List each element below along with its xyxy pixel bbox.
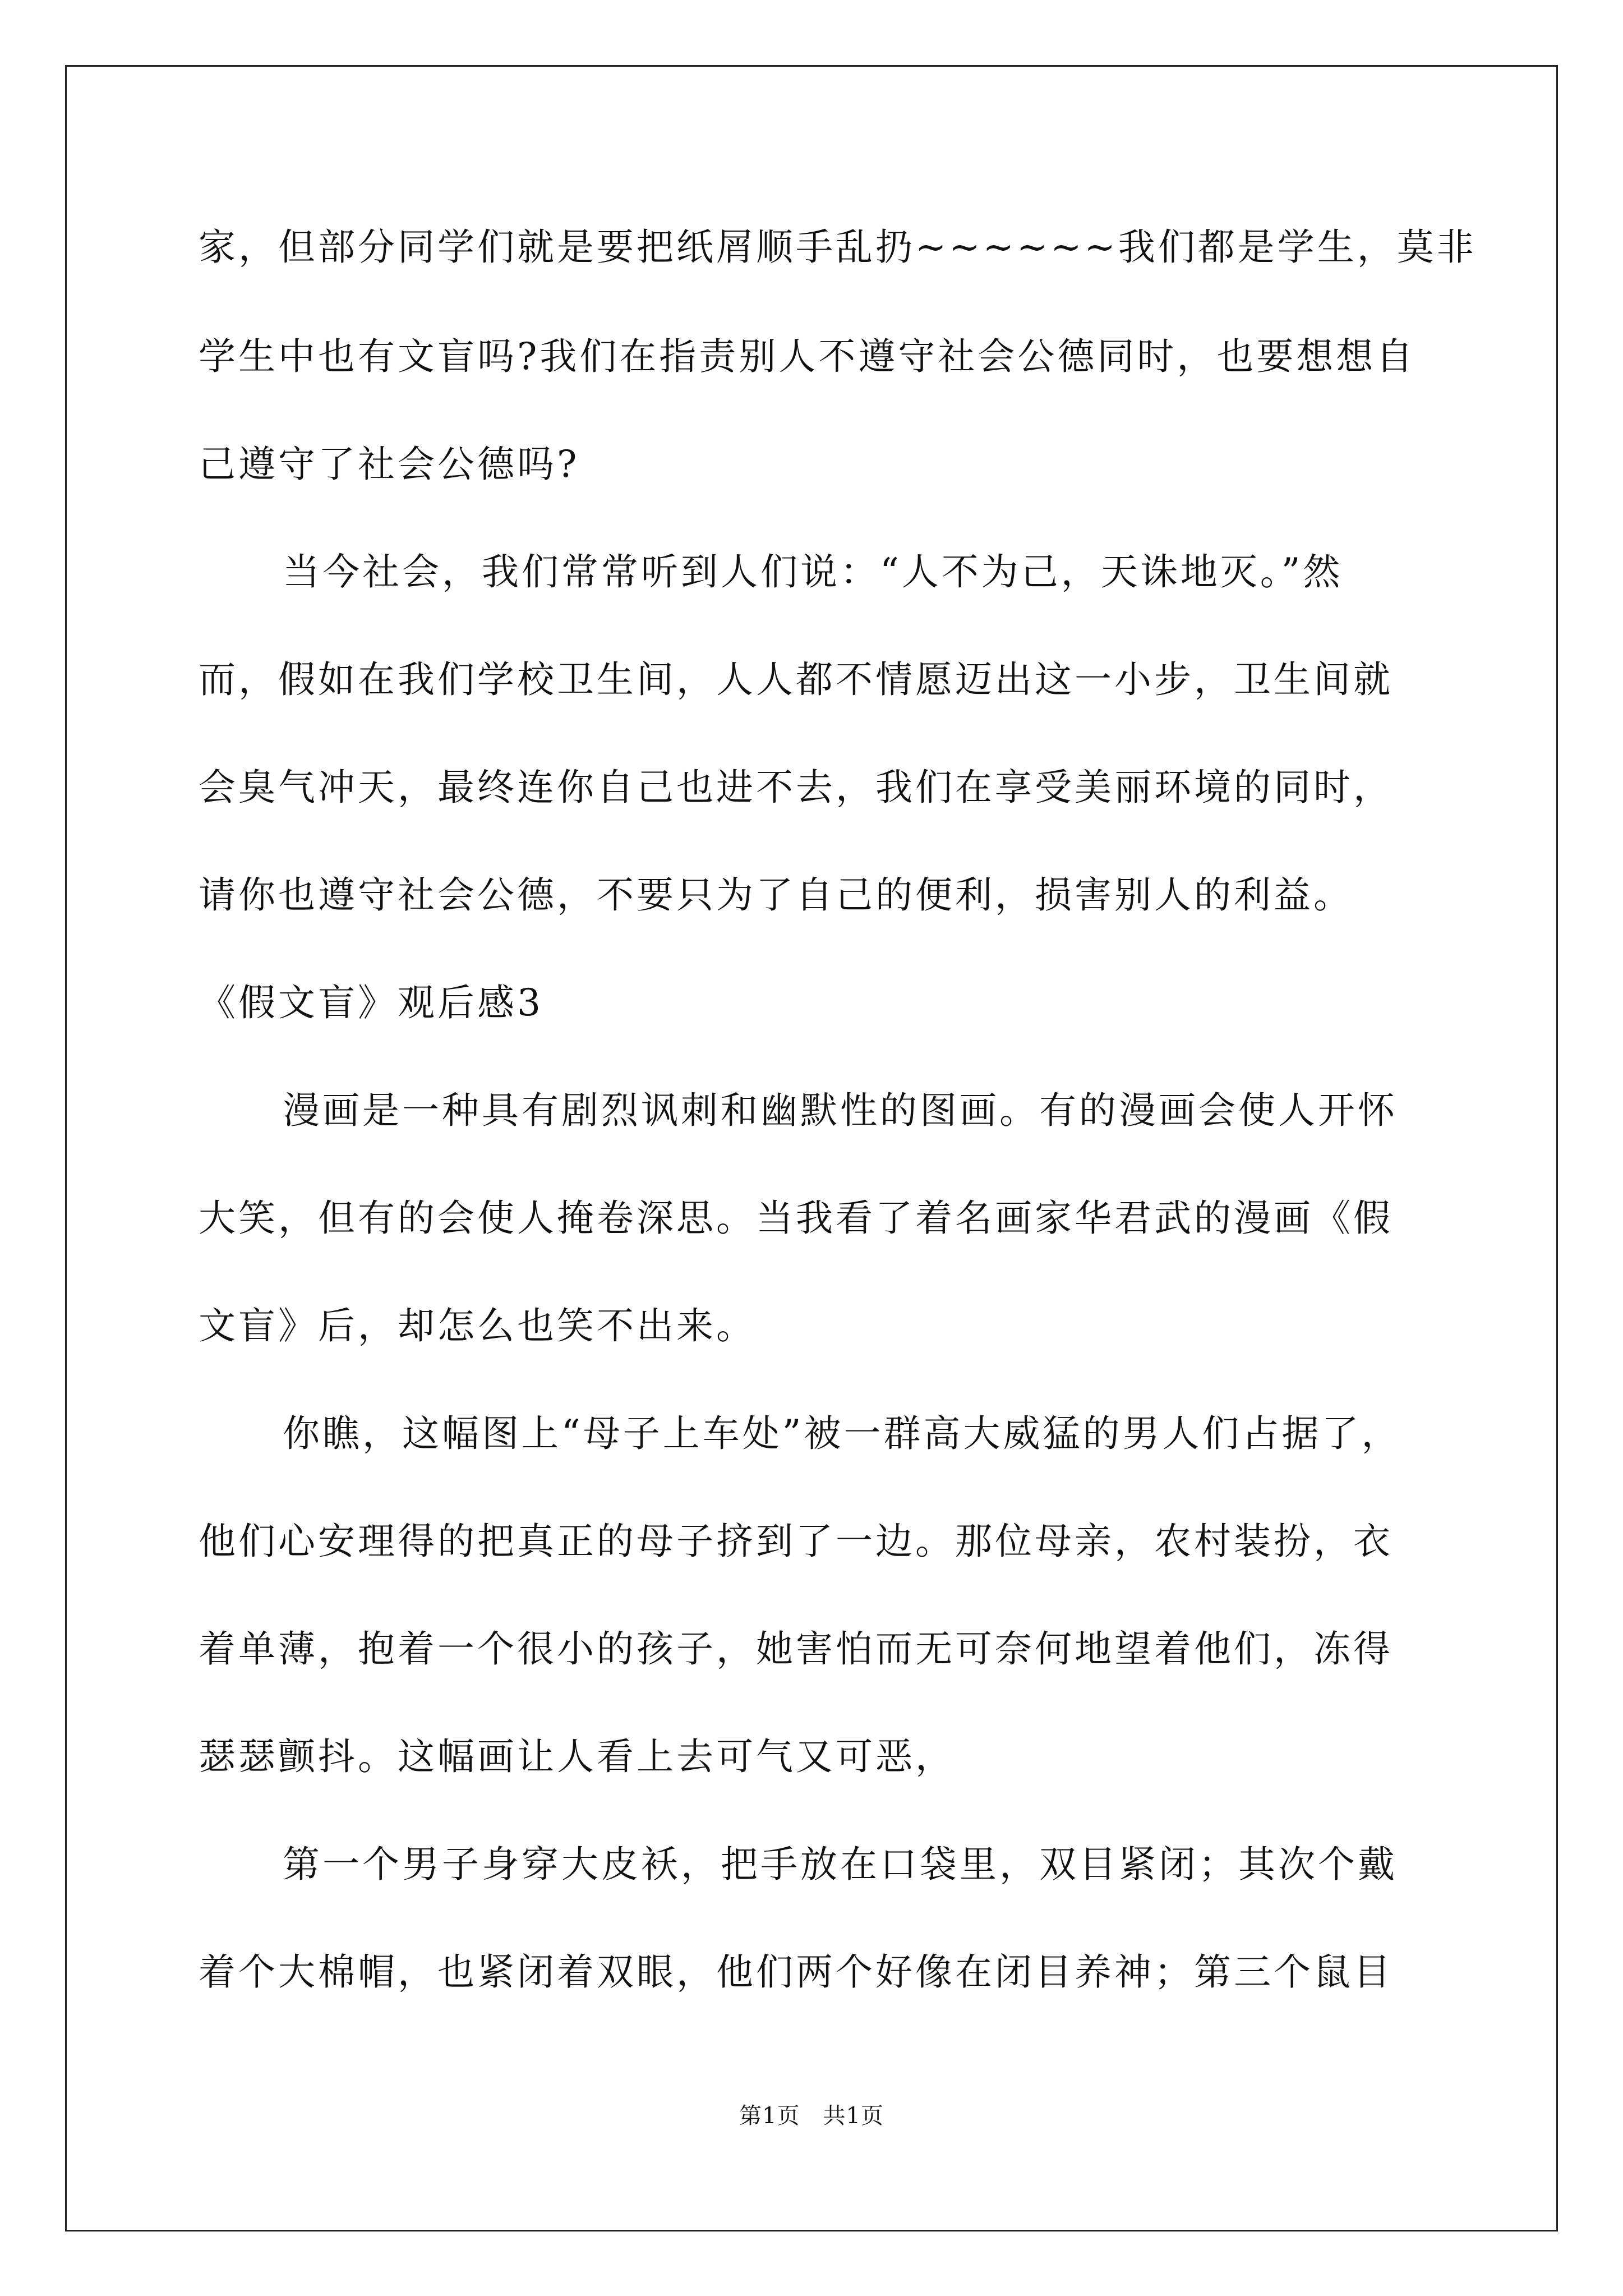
page-number-footer: 第1页 共1页 <box>739 2103 884 2129</box>
text-line: 己遵守了社会公德吗? <box>199 443 580 486</box>
text-line: 学生中也有文盲吗?我们在指责别人不遵守社会公德同时，也要想想自 <box>199 335 1416 378</box>
text-line: 文盲》后，却怎么也笑不出来。 <box>199 1304 756 1347</box>
text-line: 你瞧，这幅图上“母子上车处”被一群高大威猛的男人们占据了， <box>283 1412 1401 1455</box>
text-line: 请你也遵守社会公德，不要只为了自己的便利，损害别人的利益。 <box>199 873 1353 917</box>
text-line: 他们心安理得的把真正的母子挤到了一边。那位母亲，农村装扮，衣 <box>199 1520 1393 1563</box>
text-line: 会臭气冲天，最终连你自己也进不去，我们在享受美丽环境的同时， <box>199 766 1393 809</box>
page-border <box>65 65 1558 2231</box>
text-line: 漫画是一种具有剧烈讽刺和幽默性的图画。有的漫画会使人开怀 <box>283 1089 1398 1132</box>
text-line: 第一个男子身穿大皮袄，把手放在口袋里，双目紧闭；其次个戴 <box>283 1843 1398 1886</box>
text-line: 着个大棉帽，也紧闭着双眼，他们两个好像在闭目养神；第三个鼠目 <box>199 1950 1393 1994</box>
text-line: 着单薄，抱着一个很小的孩子，她害怕而无可奈何地望着他们，冻得 <box>199 1627 1393 1671</box>
text-line: 大笑，但有的会使人掩卷深思。当我看了着名画家华君武的漫画《假 <box>199 1197 1393 1240</box>
text-line: 瑟瑟颤抖。这幅画让人看上去可气又可恶， <box>199 1735 955 1778</box>
text-line: 家，但部分同学们就是要把纸屑顺手乱扔~~~~~~我们都是学生，莫非 <box>199 226 1477 269</box>
text-line: 当今社会，我们常常听到人们说：“人不为己，天诛地灭。”然 <box>283 550 1343 593</box>
text-line: 而，假如在我们学校卫生间，人人都不情愿迈出这一小步，卫生间就 <box>199 658 1393 701</box>
section-heading: 《假文盲》观后感3 <box>199 981 543 1024</box>
